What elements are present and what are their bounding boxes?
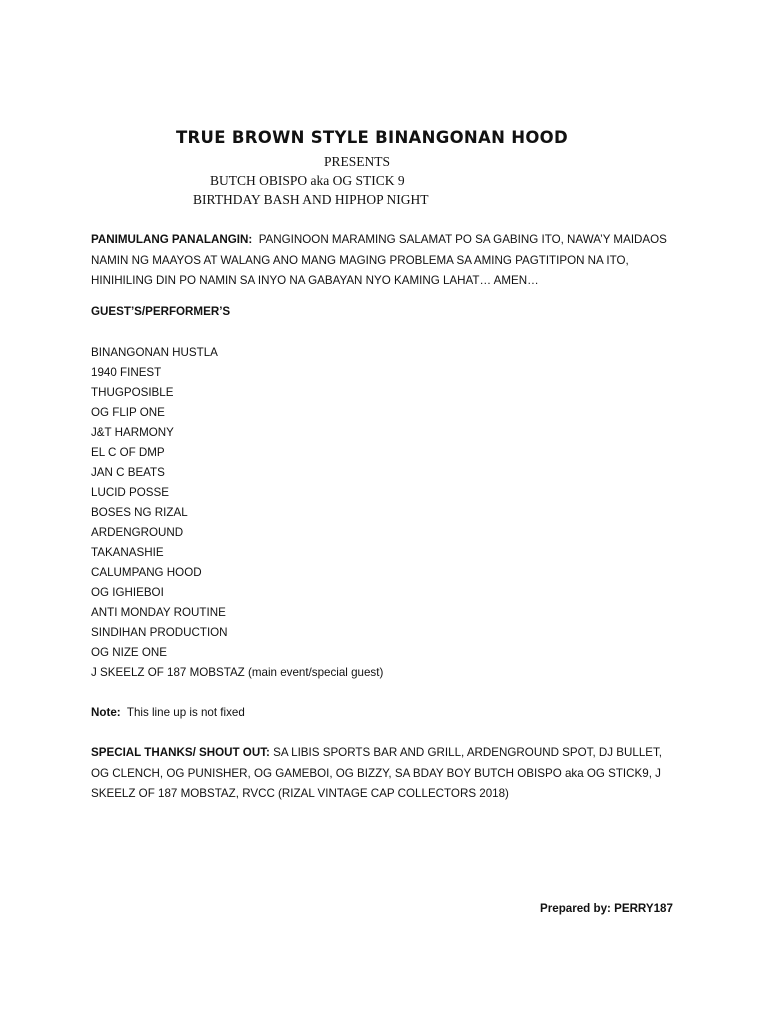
performer-item: JAN C BEATS: [91, 466, 165, 479]
performer-item: SINDIHAN PRODUCTION: [91, 626, 228, 639]
document-title: TRUE BROWN STYLE BINANGONAN HOOD: [175, 128, 569, 147]
note-label: Note:: [91, 706, 121, 719]
prayer-paragraph: [91, 230, 671, 292]
performer-item: BOSES NG RIZAL: [91, 506, 188, 519]
performer-item: ANTI MONDAY ROUTINE: [91, 606, 226, 619]
subtitle-presents: PRESENTS: [324, 154, 391, 169]
subtitle-event: BIRTHDAY BASH AND HIPHOP NIGHT: [193, 192, 429, 207]
performer-item: OG NIZE ONE: [91, 646, 168, 659]
performer-list: [91, 343, 671, 683]
thanks-text: SA LIBIS SPORTS BAR AND GRILL, ARDENGROUND SPOT, DJ BULLET, OG CLENCH, OG PUNISHER, OG GAMEBOI, OG BIZZY, SA BDAY BOY BUTCH OBISPO aka OG STICK9, J SKEELZ OF 187 MOBSTAZ, RVCC (RIZAL VINTAGE CAP COLLECTORS 2018): [91, 746, 663, 800]
note-text: This line up is not fixed: [126, 706, 245, 719]
performer-item: LUCID POSSE: [91, 486, 169, 499]
performer-item: THUGPOSIBLE: [91, 386, 174, 399]
prayer-label: PANIMULANG PANALANGIN:: [91, 233, 253, 246]
performer-item: TAKANASHIE: [91, 546, 164, 559]
note-paragraph: [91, 703, 671, 724]
performer-item: 1940 FINEST: [91, 366, 162, 379]
performers-heading: GUEST’S/PERFORMER’S: [91, 305, 231, 318]
performer-item: EL C OF DMP: [91, 446, 165, 459]
prayer-text: PANGINOON MARAMING SALAMAT PO SA GABING ITO, NAWA’Y MAIDAOS NAMIN NG MAAYOS AT WALANG ANO MANG MAGING PROBLEMA SA AMING PAGTITIPON NA ITO, HINIHILING DIN PO NAMIN SA INYO NA GABAYAN NYO KAMING LAHAT… AMEN…: [91, 233, 667, 287]
performer-item: BINANGONAN HUSTLA: [91, 346, 218, 359]
thanks-paragraph: [91, 743, 671, 805]
prepared-by: Prepared by: PERRY187: [540, 902, 673, 915]
performer-item: OG FLIP ONE: [91, 406, 165, 419]
performer-item: OG IGHIEBOI: [91, 586, 164, 599]
subtitle-honoree: BUTCH OBISPO aka OG STICK 9: [210, 173, 405, 188]
thanks-label: SPECIAL THANKS/ SHOUT OUT:: [91, 746, 270, 759]
performer-item: CALUMPANG HOOD: [91, 566, 202, 579]
performer-item: J&T HARMONY: [91, 426, 174, 439]
performer-item: J SKEELZ OF 187 MOBSTAZ (main event/special guest): [91, 666, 384, 679]
performer-item: ARDENGROUND: [91, 526, 184, 539]
